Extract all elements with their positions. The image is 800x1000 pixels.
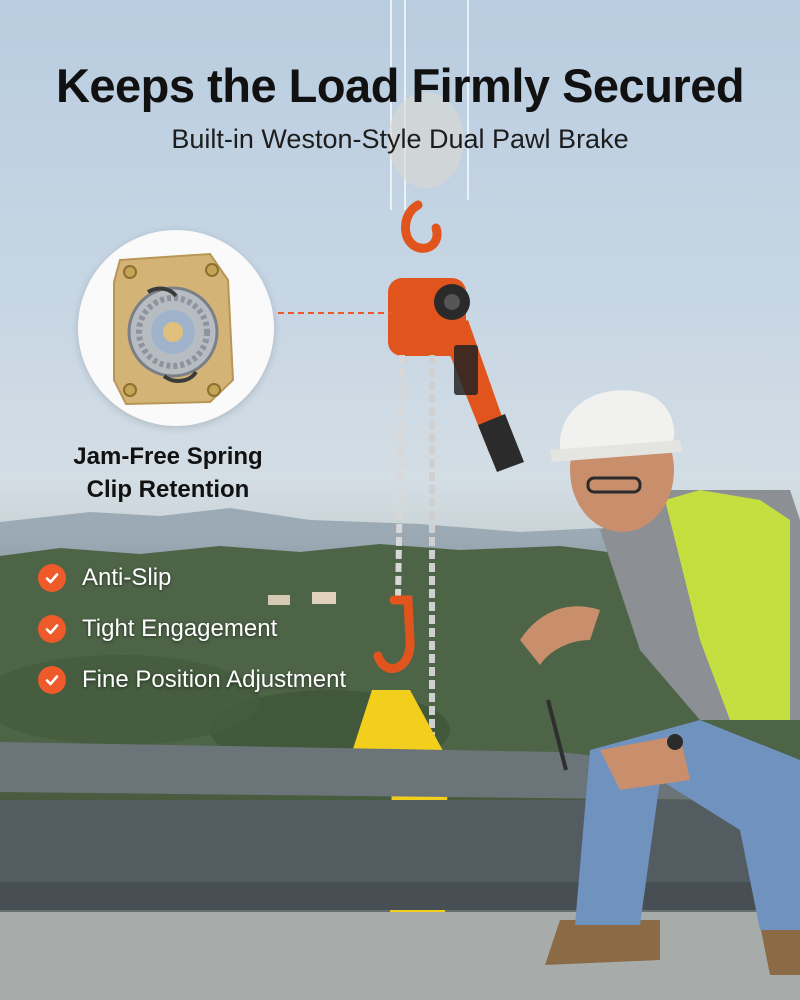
check-icon — [38, 615, 66, 643]
check-icon — [38, 666, 66, 694]
load-chain — [398, 355, 402, 600]
page-subtitle: Built-in Weston-Style Dual Pawl Brake — [171, 124, 629, 154]
brake-mechanism-closeup — [78, 230, 274, 426]
check-icon — [38, 564, 66, 592]
page-title: Keeps the Load Firmly Secured — [55, 59, 745, 112]
lever-hoist — [388, 278, 524, 472]
feature-label: Anti-Slip — [82, 563, 172, 591]
brake-detail-callout — [78, 230, 274, 426]
detail-caption — [40, 440, 296, 506]
roof-slab — [0, 912, 800, 1000]
detail-caption-line2: Clip Retention — [86, 476, 250, 503]
feature-label: Tight Engagement — [82, 614, 278, 642]
feature-item-tight-engagement — [38, 603, 346, 654]
steel-beam-web — [0, 800, 800, 882]
feature-item-anti-slip — [38, 552, 346, 603]
top-hook — [405, 205, 437, 248]
feature-list — [38, 552, 346, 705]
feature-item-fine-position-adjustment — [38, 654, 346, 705]
detail-caption-line1: Jam-Free Spring — [73, 443, 263, 470]
feature-label: Fine Position Adjustment — [82, 665, 347, 693]
